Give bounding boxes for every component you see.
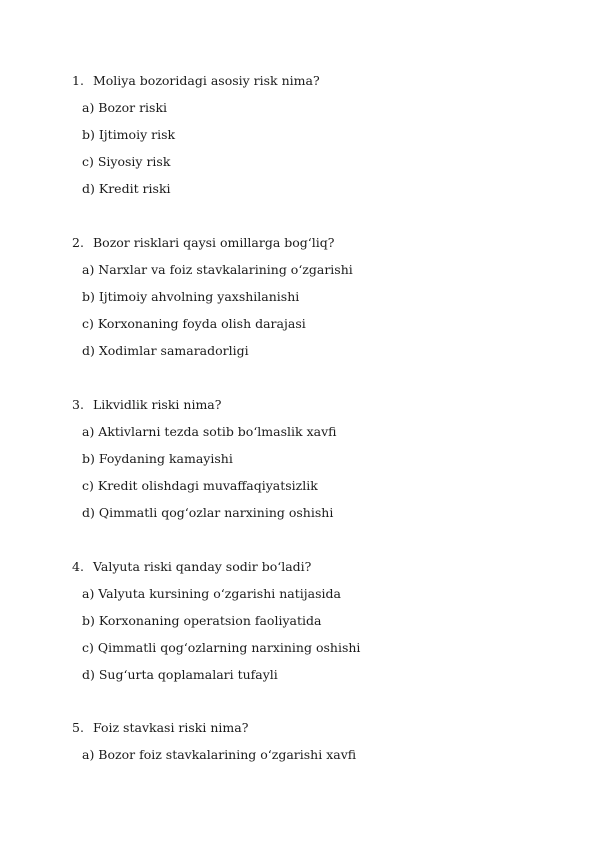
answer-option: d) Xodimlar samaradorligi — [82, 343, 249, 358]
answer-option: c) Siyosiy risk — [82, 154, 171, 169]
answer-option: b) Ijtimoiy ahvolning yaxshilanishi — [82, 289, 300, 304]
question-number: 2. — [72, 235, 84, 250]
answer-option: c) Kredit olishdagi muvaffaqiyatsizlik — [82, 478, 318, 493]
answer-option: c) Korxonaning foyda olish darajasi — [82, 316, 306, 331]
answer-option: a) Bozor foiz stavkalarining o‘zgarishi xavfi — [82, 747, 357, 762]
answer-option: a) Narxlar va foiz stavkalarining o‘zgarishi — [82, 262, 353, 277]
question-1 — [72, 72, 572, 197]
question-text — [72, 234, 572, 251]
question-prompt: Moliya bozoridagi asosiy risk nima? — [92, 73, 320, 88]
question-text — [72, 558, 572, 575]
question-prompt: Bozor risklari qaysi omillarga bog‘liq? — [92, 235, 335, 250]
question-number: 4. — [72, 559, 84, 574]
answer-option: a) Valyuta kursining o‘zgarishi natijasida — [82, 586, 341, 601]
question-4 — [72, 558, 572, 683]
question-5 — [72, 719, 572, 763]
question-number: 1. — [72, 73, 84, 88]
answer-option: d) Sug‘urta qoplamalari tufayli — [82, 667, 278, 682]
question-text — [72, 396, 572, 413]
answer-option: b) Korxonaning operatsion faoliyatida — [82, 613, 322, 628]
question-prompt: Foiz stavkasi riski nima? — [92, 720, 249, 735]
question-number: 3. — [72, 397, 84, 412]
question-number: 5. — [72, 720, 84, 735]
answer-option: b) Foydaning kamayishi — [82, 451, 233, 466]
question-text — [72, 72, 572, 89]
answer-option: d) Kredit riski — [82, 181, 171, 196]
answer-option: b) Ijtimoiy risk — [82, 127, 176, 142]
answer-option: a) Bozor riski — [82, 100, 168, 115]
answer-option: c) Qimmatli qog‘ozlarning narxining oshishi — [82, 640, 361, 655]
question-2 — [72, 234, 572, 359]
answer-option: d) Qimmatli qog‘ozlar narxining oshishi — [82, 505, 334, 520]
question-text — [72, 719, 572, 736]
question-prompt: Valyuta riski qanday sodir bo‘ladi? — [92, 559, 312, 574]
question-prompt: Likvidlik riski nima? — [92, 397, 222, 412]
question-3 — [72, 396, 572, 521]
answer-option: a) Aktivlarni tezda sotib bo‘lmaslik xavfi — [82, 424, 337, 439]
